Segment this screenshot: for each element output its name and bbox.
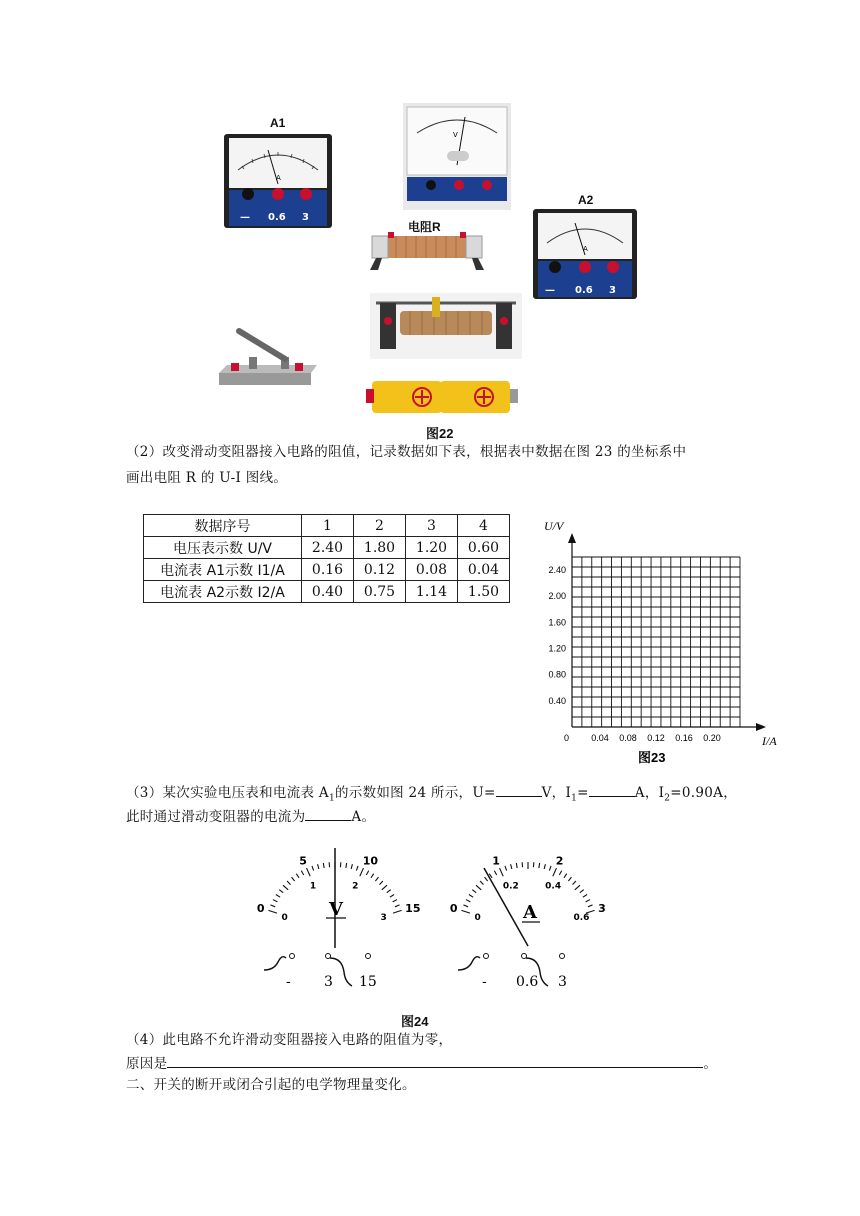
a1-terminal-06: 0.6 [268,212,286,223]
voltmeter-terminal-15: 15 [359,974,377,990]
ammeter-a1-image [222,132,334,230]
label-a2: A2 [578,193,594,207]
q4-text: 。 [703,1056,718,1072]
table-cell: 1.80 [354,537,406,559]
q3-sub-i2: 2 [664,793,671,804]
ammeter-terminal-3: 3 [558,974,567,990]
voltmeter-scale-tick [351,864,352,869]
table-header-cell: 1 [302,515,354,537]
voltmeter-terminal-minus: - [286,974,291,990]
x-axis-label: I/A [762,734,777,748]
ammeter-scale-outer-label: 0 [449,901,458,915]
a1-terminal-3: 3 [302,212,309,223]
q3-text: =0.90A， [670,785,738,801]
table-cell: 0.16 [302,559,354,581]
ammeter-scale-outer-label: 3 [598,901,606,915]
ammeter-scale-inner-label: 0.2 [502,881,519,892]
table-row [144,581,510,603]
voltmeter-scale-tick [270,905,275,907]
ammeter-scale-inner-label: 0 [474,912,481,923]
x-tick-label: 0.04 [591,733,609,743]
ammeter-scale-tick [586,900,590,902]
ammeter-scale-tick [559,871,561,875]
svg-text:V: V [453,131,458,139]
svg-text:A: A [276,174,281,182]
q3-text: = [577,785,589,801]
q3-text: A。 [351,809,376,825]
voltmeter-scale-tick [283,885,288,890]
x-axis-arrow [756,723,766,731]
ammeter-scale-tick [583,894,587,897]
table-cell: 0.08 [406,559,458,581]
ammeter-scale-inner-label: 0.6 [573,912,590,923]
table-cell: 0.60 [458,537,510,559]
table-header-cell: 4 [458,515,510,537]
table-cell: 0.40 [302,581,354,603]
answer-blank-rheostat-current[interactable] [305,806,351,821]
resistor-image [366,230,488,272]
table-header-cell: 3 [406,515,458,537]
q2-text-line1: （2）改变滑动变阻器接入电路的阻值，记录数据如下表，根据表中数据在图 23 的坐标系中 [126,444,687,460]
voltmeter-scale-tick [307,868,311,876]
ammeter-scale-tick [553,868,557,876]
ammeter-scale-tick [511,864,512,869]
voltmeter-image [403,103,511,210]
a2-terminal-06: 0.6 [575,285,593,296]
voltmeter-scale-tick [279,890,283,893]
q3-text: A，I [634,785,665,801]
answer-blank-u[interactable] [496,782,542,797]
table-cell: 0.75 [354,581,406,603]
voltmeter-scale-inner-label: 1 [309,881,317,892]
voltmeter-scale-tick [382,885,387,890]
y-tick-label: 0.40 [548,695,566,706]
ammeter-pointer [484,868,528,946]
ammeter-scale-outer-label: 2 [555,854,564,868]
ammeter-terminal-06: 0.6 [516,974,539,990]
table-cell: 1.14 [406,581,458,603]
q3-line2 [126,804,375,830]
x-tick-label: 0.16 [675,733,693,743]
ammeter-terminal-minus: - [482,974,487,990]
rheostat-image [370,293,522,359]
table-cell: 2.40 [302,537,354,559]
ammeter-scale-tick [568,877,571,881]
table-header-cell: 2 [354,515,406,537]
figure22-caption: 图22 [426,426,454,441]
y-tick-label: 0.80 [548,669,566,680]
q3-sub-a1: 1 [328,793,335,804]
voltmeter-scale-inner-label: 0 [281,912,288,923]
origin-label: 0 [564,733,570,743]
y-axis-label: U/V [544,519,564,533]
label-resistor: 电阻R [408,220,441,234]
figure24-ammeter [440,840,620,1000]
table-row [144,559,510,581]
voltmeter-scale-tick [318,864,319,869]
ammeter-scale-tick [516,863,517,868]
table-cell: 1.20 [406,537,458,559]
section2-title: 二、开关的断开或闭合引起的电学物理量变化。 [126,1077,416,1093]
ammeter-scale-tick [466,900,470,902]
q3-text: 的示数如图 24 所示，U= [334,785,496,801]
ammeter-scale-tick [461,910,470,913]
q3-text: 此时通过滑动变阻器的电流为 [126,809,306,825]
voltmeter-scale-tick [393,910,402,913]
ammeter-a2-image [531,207,639,301]
voltmeter-scale-tick [276,894,280,897]
y-tick-label: 2.00 [548,591,566,602]
voltmeter-scale-tick [395,905,400,907]
voltmeter-scale-outer-label: 15 [405,901,421,915]
data-table [143,514,510,603]
table-cell: 电压表示数 U/V [144,537,302,559]
ammeter-symbol: A [523,902,537,923]
voltmeter-scale-tick [301,871,303,875]
ammeter-scale-tick [575,885,580,890]
y-tick-label: 1.60 [548,617,566,628]
voltmeter-scale-tick [346,863,347,868]
y-axis-arrow [568,533,576,543]
table-cell: 电流表 A2示数 I2/A [144,581,302,603]
ammeter-scale-tick [500,868,504,876]
voltmeter-scale-inner-label: 2 [352,881,359,892]
svg-text:A: A [583,245,588,253]
a1-terminal-minus: — [240,212,250,223]
label-a1: A1 [270,116,286,130]
ammeter-scale-tick [539,863,540,868]
y-tick-label: 1.20 [548,643,566,654]
voltmeter-scale-tick [268,910,277,913]
voltmeter-scale-tick [356,866,358,871]
y-tick-label: 2.40 [548,565,566,576]
answer-blank-i1[interactable] [589,782,635,797]
voltmeter-scale-tick [387,890,391,893]
voltmeter-scale-outer-label: 0 [256,901,265,915]
voltmeter-terminal-3: 3 [324,974,333,990]
figure23-chart [530,516,777,766]
voltmeter-scale-inner-label: 3 [380,912,387,923]
q3-text: （3）某次实验电压表和电流表 A [126,785,329,801]
ammeter-scale-tick [505,866,507,871]
answer-blank-reason[interactable] [167,1053,703,1068]
table-cell: 0.12 [354,559,406,581]
ammeter-scale-tick [476,885,481,890]
ammeter-scale-tick [469,894,473,897]
voltmeter-scale-tick [292,877,295,881]
x-tick-label: 0.08 [619,733,637,743]
q4-line1: （4）此电路不允许滑动变阻器接入电路的阻值为零， [126,1032,453,1048]
table-header-cell: 数据序号 [144,515,302,537]
a2-terminal-3: 3 [609,285,616,296]
voltmeter-scale-outer-label: 5 [299,854,307,868]
ammeter-scale-tick [588,905,593,907]
voltmeter-scale-tick [379,881,382,885]
figure23-caption: 图23 [638,750,666,765]
figure24-caption: 图24 [401,1014,429,1029]
battery-image [366,375,520,419]
voltmeter-scale-tick [273,900,277,902]
q3-sub-i1: 1 [571,793,578,804]
ammeter-scale-tick [544,864,545,869]
switch-image [219,323,317,385]
a2-terminal-minus: — [545,285,555,296]
ammeter-scale-tick [480,881,483,885]
voltmeter-scale-outer-label: 10 [362,854,379,868]
voltmeter-scale-tick [287,881,290,885]
table-cell: 电流表 A1示数 I1/A [144,559,302,581]
voltmeter-scale-tick [375,877,378,881]
x-tick-label: 0.20 [703,733,721,743]
voltmeter-scale-tick [312,866,314,871]
voltmeter-scale-tick [360,868,364,876]
ammeter-scale-outer-label: 1 [492,854,500,868]
ammeter-scale-tick [549,866,551,871]
voltmeter-scale-tick [371,874,374,878]
ammeter-scale-tick [580,890,584,893]
ammeter-scale-tick [472,890,476,893]
q4-text: 原因是 [126,1056,168,1072]
table-row [144,537,510,559]
voltmeter-scale-tick [296,874,299,878]
voltmeter-symbol: V [329,899,343,920]
q3-text: V，I [541,785,572,801]
table-cell: 1.50 [458,581,510,603]
ammeter-scale-tick [485,877,488,881]
ammeter-scale-tick [564,874,567,878]
figure24-voltmeter [248,840,428,1000]
q2-text-line2: 画出电阻 R 的 U-I 图线。 [126,470,288,486]
voltmeter-scale-tick [390,894,394,897]
voltmeter-scale-tick [393,900,397,902]
ammeter-scale-tick [463,905,468,907]
x-tick-label: 0.12 [647,733,665,743]
voltmeter-scale-tick [323,863,324,868]
ammeter-scale-inner-label: 0.4 [545,881,562,892]
ammeter-scale-tick [494,871,496,875]
table-header-row [144,515,510,537]
ammeter-scale-tick [572,881,575,885]
voltmeter-scale-tick [366,871,368,875]
table-cell: 0.04 [458,559,510,581]
